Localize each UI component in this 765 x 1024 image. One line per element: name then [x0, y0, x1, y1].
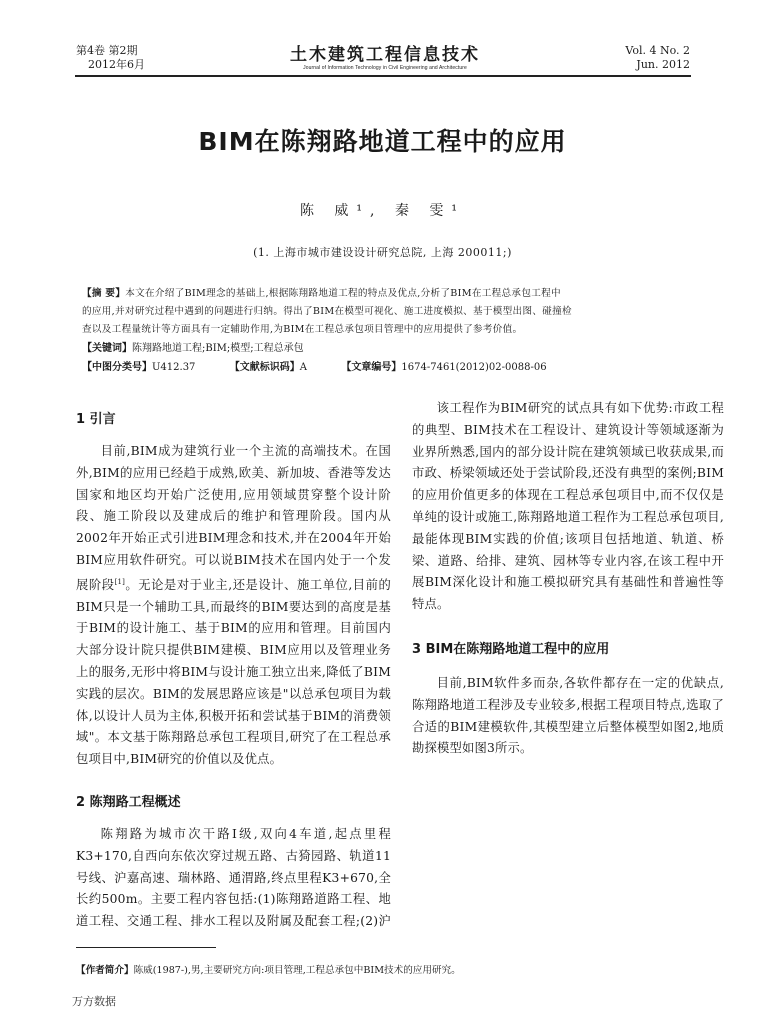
doc-code-label: 【文献标识码】	[229, 362, 300, 373]
keywords-label: 【关键词】	[82, 343, 132, 354]
article-no-label: 【文章编号】	[341, 362, 402, 373]
section-2-heading: 2 陈翔路工程概述	[76, 795, 181, 811]
issue-volume-en: Vol. 4 No. 2	[625, 44, 690, 57]
abstract-label: 【摘 要】	[82, 288, 126, 299]
clc-value: U412.37	[152, 362, 196, 373]
footnote-rule	[76, 947, 216, 948]
section-1-paragraph	[76, 441, 391, 771]
header-rule	[75, 75, 691, 77]
footnote-text: 陈威(1987-),男,主要研究方向:项目管理,工程总承包中BIM技术的应用研究。	[133, 965, 461, 976]
section-2-paragraph-2: 该工程作为BIM研究的试点具有如下优势:市政工程的典型、BIM技术在工程设计、建筑设计等领域逐渐为业界所熟悉,国内的部分设计院在建筑领域已收获成果,而市政、桥梁领域还处于尝试阶段,还没有典型的案例;BIM的应用价值更多的体现在工程总承包项目中,而不仅仅是单纯的设计或施工,陈翔路地道工程作为工程总承包项目,最能体现BIM实践的价值;该项目包括地道、轨道、桥梁、道路、给排、建筑、园林等专业内容,在该工程中开展BIM深化设计和施工模拟研究具有基础性和普遍性等特点。	[412, 401, 724, 612]
keywords-text: 陈翔路地道工程;BIM;模型;工程总承包	[132, 343, 304, 354]
article-no-value: 1674-7461(2012)02-0088-06	[401, 362, 547, 373]
issue-date-en: Jun. 2012	[636, 58, 690, 71]
section-2-paragraph-1: 陈翔路为城市次干路Ⅰ级,双向4车道,起点里程K3+170,自西向东依次穿过规五路、古猗园路、轨道11号线、沪嘉高速、瑞林路、通渭路,终点里程K3+670,全长约500m。主要工程内容包括:(1)陈翔路道路工程、地道工程、交通工程、排水工程以及附属及配套工程;(2)沪	[76, 827, 391, 929]
section-1-text-tail: 。无论是对于业主,还是设计、施工单位,目前的BIM只是一个辅助工具,而最终的BIM要达到的高度是基于BIM的设计施工、基于BIM的应用和管理。目前国内大部分设计院只提供BIM建模、BIM应用以及管理业务上的服务,无形中将BIM与设计施工独立出来,降低了BIM实践的层次。BIM的发展思路应该是"以总承包项目为载体,以设计人员为主体,积极开拓和尝试基于BIM的消费领域"。本文基于陈翔路总承包工程项目,研究了在工程总承包项目中,BIM研究的价值以及优点。	[76, 577, 392, 767]
section-3-paragraph-1: 目前,BIM软件多而杂,各软件都存在一定的优缺点,陈翔路地道工程涉及专业较多,根据工程项目特点,选取了合适的BIM建模软件,其模型建立后整体模型如图2,地质勘探模型如图3所示。	[412, 675, 724, 756]
article-affiliation: (1. 上海市城市建设设计研究总院, 上海 200011;)	[253, 246, 512, 259]
issue-date: 2012年6月	[88, 58, 145, 71]
footnote-label: 【作者简介】	[76, 965, 134, 976]
footnote	[76, 962, 696, 976]
keywords	[82, 340, 692, 358]
clc-label: 【中图分类号】	[82, 362, 152, 373]
classification-line	[82, 359, 692, 377]
article-title: BIM在陈翔路地道工程中的应用	[198, 127, 567, 156]
section-1-heading: 1 引言	[76, 412, 116, 427]
section-3-body	[412, 673, 724, 760]
journal-masthead	[250, 40, 520, 71]
section-2-body-right	[412, 398, 724, 616]
journal-subtitle: Journal of Information Technology in Civil Engineering and Architecture	[303, 65, 467, 71]
abstract	[82, 285, 692, 339]
issue-info-en	[620, 44, 690, 72]
issue-volume: 第4卷 第2期	[76, 44, 138, 57]
doc-code-value: A	[299, 362, 308, 373]
section-2-body-left	[76, 824, 391, 934]
journal-title: 土木建筑工程信息技术	[290, 45, 480, 65]
section-3-heading: 3 BIM在陈翔路地道工程中的应用	[412, 641, 610, 657]
abstract-text-3: 查以及工程量统计等方面具有一定辅助作用,为BIM在工程总承包项目管理中的应用提供了参考价值。	[82, 324, 523, 335]
citation-1[interactable]: [1]	[114, 577, 126, 586]
section-1-text: 目前,BIM成为建筑行业一个主流的高端技术。在国外,BIM的应用已经趋于成熟,欧美、新加坡、香港等发达国家和地区均开始广泛使用,应用领域贯穿整个设计阶段、施工阶段以及建成后的维护和管理阶段。国内从2002年开始正式引进BIM理念和技术,并在2004年开始BIM应用软件研究。可以说BIM技术在国内处于一个发展阶段	[76, 444, 391, 592]
issue-info	[76, 44, 145, 72]
right-column	[412, 398, 724, 760]
abstract-text-2: 的应用,并对研究过程中遇到的问题进行归纳。得出了BIM在模型可视化、施工进度模拟、基于模型出图、碰撞检	[82, 306, 572, 317]
section-1-body	[76, 441, 391, 771]
abstract-text-1: 本文在介绍了BIM理念的基础上,根据陈翔路地道工程的特点及优点,分析了BIM在工程总承包工程中	[125, 288, 561, 299]
watermark: 万方数据	[72, 995, 116, 1008]
left-column	[76, 408, 391, 934]
article-authors: 陈 威¹, 秦 雯¹	[299, 203, 466, 219]
